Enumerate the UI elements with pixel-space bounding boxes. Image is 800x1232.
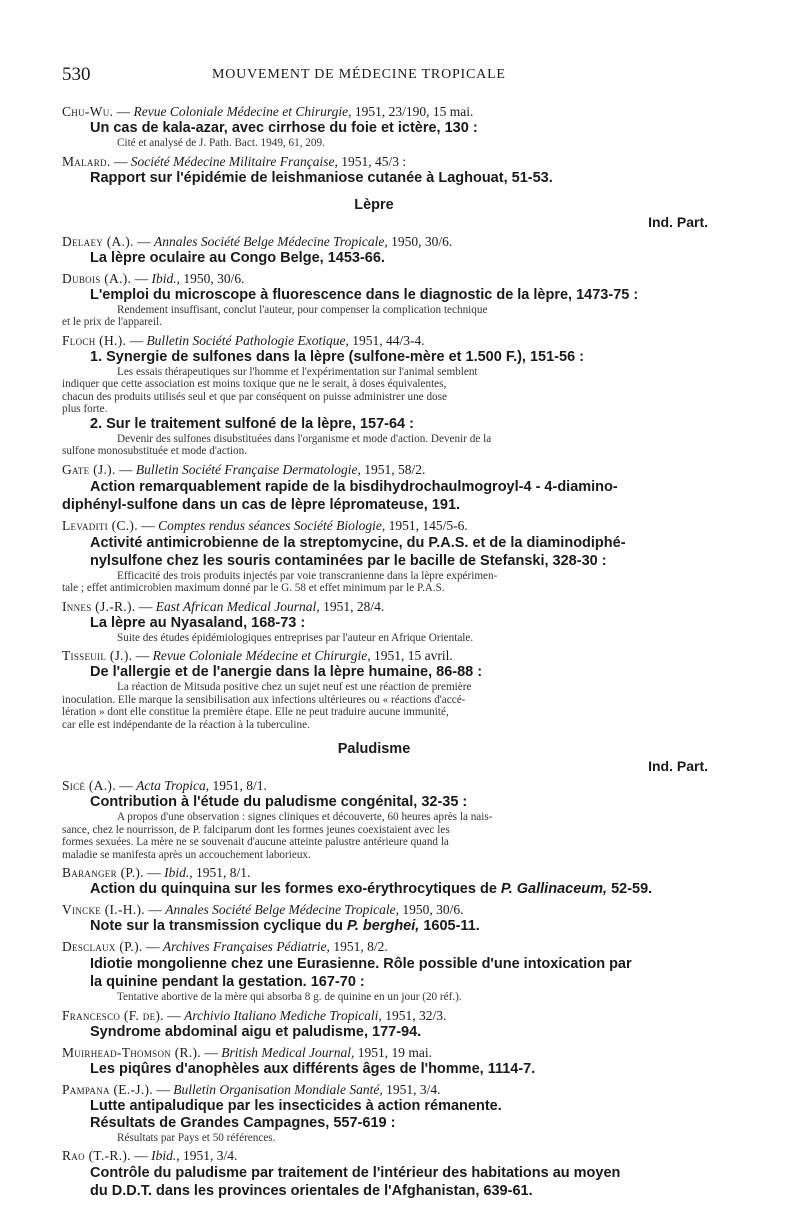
- author: Gate (J.).: [62, 461, 116, 477]
- author: Chu-Wu.: [62, 104, 114, 119]
- separator: —: [132, 648, 153, 663]
- abstract-note: Cité et analysé de J. Path. Bact. 1949, 61, 209.: [117, 137, 325, 149]
- bibliography-content: [62, 100, 708, 1200]
- abstract-note: Devenir des sulfones disubstituées dans l'organisme et mode d'action. Devenir de la: [117, 432, 492, 445]
- separator: —: [200, 1044, 222, 1060]
- author: Floch (H.).: [62, 332, 127, 348]
- separator: —: [135, 598, 156, 614]
- journal: Ibid.,: [151, 1148, 180, 1163]
- citation-floch: [62, 332, 686, 349]
- abstract-note: Les essais thérapeutiques sur l'homme et l'expérimentation sur l'animal semblent: [117, 365, 478, 378]
- journal: Acta Tropica,: [136, 778, 210, 793]
- reference: 1951, 19 mai.: [354, 1044, 432, 1060]
- page-number: 530: [62, 64, 91, 85]
- article-title-cont: la quinine pendant la gestation. 167-70 :: [90, 974, 365, 990]
- separator: —: [115, 778, 137, 793]
- abstract-note: A propos d'une observation : signes cliniques et découverte, 60 heures après la nais-: [117, 811, 493, 823]
- separator: —: [137, 517, 159, 533]
- abstract-note: La réaction de Mitsuda positive chez un sujet neuf est une réaction de première: [117, 681, 472, 693]
- article-title: [62, 918, 686, 935]
- reference: 1951, 15 avril.: [370, 648, 453, 663]
- abstract-note: Efficacité des trois produits injectés par voie transcranienne dans la lèpre expérimen-: [117, 569, 498, 582]
- citation-malard: [62, 153, 686, 170]
- abstract-note: Rendement insuffisant, conclut l'auteur, pour compenser la complication technique: [117, 303, 488, 316]
- reference: 1951, 28/4.: [319, 598, 385, 614]
- separator: —: [131, 270, 152, 286]
- citation-desclaux: [62, 938, 686, 955]
- separator: —: [130, 1148, 152, 1163]
- article-title: Un cas de kala-azar, avec cirrhose du foie et ictère, 130 :: [90, 120, 478, 136]
- citation-dubois: [62, 270, 686, 287]
- citation-muirhead: [62, 1044, 686, 1061]
- author: Desclaux (P.).: [62, 939, 143, 954]
- abstract-note: chacun des produits utilisés seul et que par conséquent on puisse administrer une dose: [62, 390, 447, 403]
- title-pages: 1605-11.: [419, 918, 480, 934]
- author: Dubois (A.).: [62, 270, 132, 286]
- article-title: L'emploi du microscope à fluorescence dans le diagnostic de la lèpre, 1473-75 :: [90, 286, 639, 303]
- abstract-note: maladie se manifesta après un accouchement laborieux.: [62, 848, 311, 861]
- abstract-note: lération » dont elle constitue la première étape. Elle ne peut traduire aucune immunité,: [62, 706, 449, 718]
- journal: Annales Société Belge Médecine Tropicale,: [153, 233, 388, 249]
- reference: 1951, 8/1.: [192, 865, 251, 880]
- article-title-cont: nylsulfone chez les souris contaminées par le bacille de Stefanski, 328-30 :: [90, 552, 607, 569]
- reference: 1950, 30/6.: [179, 270, 245, 286]
- abstract-note: plus forte.: [62, 403, 108, 415]
- citation-rao: [62, 1147, 686, 1164]
- article-title: 1. Synergie de sulfones dans la lèpre (sulfone-mère et 1.500 F.), 151-56 :: [90, 348, 584, 365]
- reference: 1951, 32/3.: [381, 1007, 447, 1023]
- author: Pampana (E.-J.).: [62, 1081, 153, 1097]
- article-title: [62, 881, 686, 898]
- article-title: Les piqûres d'anophèles aux différents âges de l'homme, 1114-7.: [90, 1060, 536, 1077]
- author: Vincke (I.-H.).: [62, 902, 145, 917]
- author: Francesco (F. de).: [62, 1007, 164, 1023]
- journal: East African Medical Journal,: [155, 598, 320, 614]
- page-header: [62, 64, 722, 88]
- journal: Société Médecine Militaire Française,: [130, 153, 338, 169]
- article-title-cont: Résultats de Grandes Campagnes, 557-619 :: [90, 1114, 396, 1131]
- separator: —: [144, 902, 166, 917]
- author: Innes (J.-R.).: [62, 598, 136, 614]
- citation-innes: [62, 598, 686, 615]
- author: Tisseuil (J.).: [62, 648, 133, 663]
- article-title: Syndrome abdominal aigu et paludisme, 177-94.: [90, 1023, 422, 1040]
- article-title-cont: du D.D.T. dans les provinces orientales de l'Afghanistan, 639-61.: [90, 1183, 533, 1199]
- author: Delaey (A.).: [62, 233, 134, 249]
- abstract-note: inoculation. Elle marque la sensibilisation aux infections ultérieures ou « réactions d'accé-: [62, 693, 466, 706]
- journal: Revue Coloniale Médecine et Chirurgie,: [152, 648, 371, 663]
- article-title: Idiotie mongolienne chez une Eurasienne. Rôle possible d'une intoxication par: [90, 956, 632, 972]
- article-title: Lutte antipaludique par les insecticides à action rémanente.: [90, 1097, 502, 1114]
- reference: 1950, 30/6.: [387, 233, 453, 249]
- author: Baranger (P.).: [62, 865, 144, 880]
- reference: 1951, 3/4.: [179, 1148, 238, 1163]
- author: Malard.: [62, 153, 111, 169]
- journal: Archives Françaises Pédiatrie,: [162, 939, 330, 954]
- abstract-note: car elle est indépendante de la réaction à la tuberculine.: [62, 718, 310, 731]
- author: Levaditi (C.).: [62, 517, 138, 533]
- citation-delaey: [62, 233, 686, 250]
- author: Rao (T.-R.).: [62, 1148, 131, 1163]
- separator: —: [152, 1081, 174, 1097]
- citation-baranger: [62, 864, 686, 881]
- citation-gate: [62, 461, 686, 478]
- separator: —: [110, 153, 131, 169]
- abstract-note: Tentative abortive de la mère qui absorba 8 g. de quinine en un jour (20 réf.).: [117, 991, 462, 1003]
- citation-vincke: [62, 901, 686, 918]
- journal: Ibid.,: [151, 270, 180, 286]
- species-name: P. Gallinaceum,: [500, 881, 608, 897]
- abstract-note: indiquer que cette association est moins toxique que ne le serait, à doses équivalentes,: [62, 378, 447, 390]
- article-title: Contribution à l'étude du paludisme congénital, 32-35 :: [90, 794, 468, 810]
- citation-levaditi: [62, 517, 686, 534]
- citation-chuwu: [62, 103, 686, 120]
- title-text: Note sur la transmission cyclique du: [90, 918, 348, 934]
- reference: 1951, 8/2.: [329, 939, 388, 954]
- ind-part-label: Ind. Part.: [648, 213, 708, 230]
- citation-pampana: [62, 1081, 686, 1098]
- abstract-note: sance, chez le nourrisson, de P. falciparum dont les formes jeunes coexistaient avec les: [62, 823, 450, 836]
- species-name: P. berghei,: [347, 918, 420, 934]
- section-heading-paludisme: Paludisme: [337, 741, 411, 757]
- title-pages: 52-59.: [607, 881, 653, 897]
- citation-tisseuil: [62, 647, 686, 664]
- ind-part-label: Ind. Part.: [648, 758, 708, 774]
- article-title: Activité antimicrobienne de la streptomycine, du P.A.S. et de la diaminodiphé-: [90, 534, 626, 551]
- abstract-note: Suite des études épidémiologiques entreprises par l'auteur en Afrique Orientale.: [117, 631, 474, 644]
- article-title: La lèpre au Nyasaland, 168-73 :: [90, 614, 306, 631]
- separator: —: [142, 939, 163, 954]
- abstract-note: et le prix de l'appareil.: [62, 316, 162, 328]
- separator: —: [143, 865, 165, 880]
- journal: Comptes rendus séances Société Biologie,: [158, 517, 386, 533]
- journal: Bulletin Société Française Dermatologie,: [135, 461, 361, 477]
- author: Muirhead-Thomson (R.).: [62, 1044, 201, 1060]
- separator: —: [113, 104, 134, 119]
- reference: 1951, 23/190, 15 mai.: [351, 104, 474, 119]
- reference: 1951, 58/2.: [360, 461, 426, 477]
- citation-francesco: [62, 1007, 686, 1024]
- reference: 1951, 3/4.: [382, 1081, 441, 1097]
- article-title: Rapport sur l'épidémie de leishmaniose cutanée à Laghouat, 51-53.: [90, 169, 553, 186]
- article-title: De l'allergie et de l'anergie dans la lèpre humaine, 86-88 :: [90, 664, 483, 680]
- reference: 1950, 30/6.: [399, 902, 464, 917]
- abstract-note: sulfone monosubstituée et mode d'action.: [62, 445, 248, 457]
- abstract-note: formes sexuées. La mère ne se souvenait d'aucune atteinte palustre antérieure quand la: [62, 836, 449, 848]
- article-title-cont: diphényl-sulfone dans un cas de lèpre lépromateuse, 191.: [62, 496, 461, 513]
- journal: Bulletin Organisation Mondiale Santé,: [173, 1081, 383, 1097]
- author: Sicé (A.).: [62, 778, 116, 793]
- citation-sice: [62, 777, 686, 794]
- running-title: MOUVEMENT DE MÉDECINE TROPICALE: [212, 67, 506, 82]
- journal: British Medical Journal,: [221, 1044, 355, 1060]
- journal: Annales Société Belge Médecine Tropicale,: [165, 902, 400, 917]
- reference: 1951, 45/3 :: [337, 153, 407, 169]
- journal: Archivio Italiano Mediche Tropicali,: [184, 1007, 382, 1023]
- abstract-note: Résultats par Pays et 50 références.: [117, 1131, 276, 1144]
- section-heading-lepre: Lèpre: [354, 196, 394, 213]
- title-text: Action du quinquina sur les formes exo-érythrocytiques de: [90, 881, 501, 897]
- abstract-note: tale ; effet antimicrobien maximum donné par le G. 58 et effet minimum par le P.A.S.: [62, 582, 445, 594]
- article-title: 2. Sur le traitement sulfoné de la lèpre, 157-64 :: [90, 415, 414, 432]
- article-title: Contrôle du paludisme par traitement de l'intérieur des habitations au moyen: [90, 1165, 621, 1181]
- article-title: La lèpre oculaire au Congo Belge, 1453-66.: [90, 249, 385, 266]
- reference: 1951, 44/3-4.: [348, 332, 425, 348]
- separator: —: [133, 233, 154, 249]
- separator: —: [126, 332, 147, 348]
- reference: 1951, 145/5-6.: [385, 517, 468, 533]
- journal: Revue Coloniale Médecine et Chirurgie,: [133, 104, 352, 119]
- separator: —: [115, 461, 136, 477]
- separator: —: [163, 1007, 185, 1023]
- reference: 1951, 8/1.: [209, 778, 267, 793]
- journal: Ibid.,: [164, 865, 193, 880]
- article-title: Action remarquablement rapide de la bisdihydrochaulmogroyl-4 - 4-diamino-: [90, 478, 618, 495]
- journal: Bulletin Société Pathologie Exotique,: [146, 332, 349, 348]
